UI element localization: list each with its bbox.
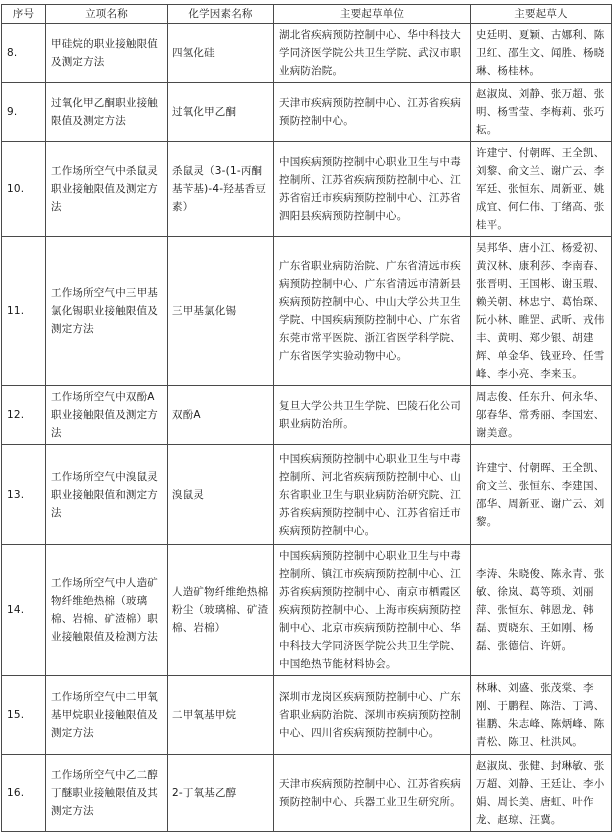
row-drafters: 周志俊、任东升、何永华、邬春华、常秀丽、李国宏、谢美意。 <box>471 386 612 445</box>
row-index: 16. <box>2 755 46 832</box>
row-project: 过氧化甲乙酮职业接触限值及测定方法 <box>46 83 168 142</box>
header-index: 序号 <box>2 5 46 24</box>
row-index: 13. <box>2 445 46 545</box>
row-units: 深圳市龙岗区疾病预防控制中心、广东省职业病防治院、深圳市疾病预防控制中心、四川省疾病预防控制中心。 <box>274 676 471 755</box>
row-drafters: 赵淑岚、张健、封琳敏、张万超、刘静、王廷让、李小娟、周长美、唐虹、叶作龙、赵琼、汪冀。 <box>471 755 612 832</box>
row-chemical: 人造矿物纤维绝热棉粉尘（玻璃棉、矿渣棉、岩棉） <box>168 545 274 676</box>
row-units: 广东省职业病防治院、广东省清远市疾病预防控制中心、广东省清远市清新县疾病预防控制中心、中山大学公共卫生学院、中国疾病预防控制中心、广东省东莞市常平医院、浙江省医学科学院、广东省医学实验动物中心。 <box>274 237 471 386</box>
row-drafters: 吴邦华、唐小江、杨爱初、黄汉林、康利莎、李南春、张晋明、王国彬、谢玉瑕、赖关朝、林忠宁、葛怡琛、阮小林、睢罡、武昕、戎伟丰、黄明、郑少银、胡建辉、单金华、钱亚玲、任雪峰、李小亮、李来玉。 <box>471 237 612 386</box>
row-units: 中国疾病预防控制中心职业卫生与中毒控制所、镇江市疾病预防控制中心、江苏省疾病预防控制中心、南京市栖霞区疾病预防控制中心、上海市疾病预防控制中心、北京市疾病预防控制中心、华中科技大学同济医学院公共卫生学院、中国绝热节能材料协会。 <box>274 545 471 676</box>
row-drafters: 史廷明、夏颖、古娜利、陈卫红、邵生文、闻胜、杨晓琳、杨桂林。 <box>471 24 612 83</box>
row-chemical: 溴鼠灵 <box>168 445 274 545</box>
row-index: 8. <box>2 24 46 83</box>
header-units: 主要起草单位 <box>274 5 471 24</box>
row-index: 15. <box>2 676 46 755</box>
row-drafters: 许建宁、付朝晖、王全凯、俞文兰、张恒东、李建国、邵华、周新亚、谢广云、刘黎。 <box>471 445 612 545</box>
row-units: 中国疾病预防控制中心职业卫生与中毒控制所、河北省疾病预防控制中心、山东省职业卫生与职业病防治研究院、江苏省疾病预防控制中心、江苏省宿迁市疾病预防控制中心。 <box>274 445 471 545</box>
row-drafters: 赵淑岚、刘静、张万超、张明、杨雪莹、李梅莉、张巧耘。 <box>471 83 612 142</box>
table-row <box>2 237 612 386</box>
row-units: 中国疾病预防控制中心职业卫生与中毒控制所、江苏省疾病预防控制中心、江苏省宿迁市疾病预防控制中心、江苏省泗阳县疾病预防控制中心。 <box>274 142 471 237</box>
header-drafters: 主要起草人 <box>471 5 612 24</box>
row-chemical: 2-丁氧基乙醇 <box>168 755 274 832</box>
row-index: 10. <box>2 142 46 237</box>
row-units: 复旦大学公共卫生学院、巴陵石化公司职业病防治所。 <box>274 386 471 445</box>
table-row <box>2 545 612 676</box>
table-row <box>2 83 612 142</box>
table-row <box>2 386 612 445</box>
row-chemical: 过氧化甲乙酮 <box>168 83 274 142</box>
row-project: 甲硅烷的职业接触限值及测定方法 <box>46 24 168 83</box>
table-row <box>2 676 612 755</box>
row-drafters: 林琳、刘盛、张茂棠、李刚、于鹏程、陈浩、丁鸿、崔鹏、朱志峰、陈炳峰、陈青松、陈卫、杜洪风。 <box>471 676 612 755</box>
table-row <box>2 142 612 237</box>
row-chemical: 二甲氧基甲烷 <box>168 676 274 755</box>
standards-table <box>1 4 612 832</box>
header-row <box>2 5 612 24</box>
row-units: 天津市疾病预防控制中心、江苏省疾病预防控制中心。 <box>274 83 471 142</box>
table-row <box>2 24 612 83</box>
header-chemical: 化学因素名称 <box>168 5 274 24</box>
row-project: 工作场所空气中二甲氧基甲烷职业接触限值及测定方法 <box>46 676 168 755</box>
table-row <box>2 445 612 545</box>
row-chemical: 双酚A <box>168 386 274 445</box>
row-drafters: 李涛、朱晓俊、陈永青、张敏、徐岚、葛等琐、刘丽萍、张恒东、韩恩龙、韩磊、贾晓东、王如刚、杨磊、张德信、许妍。 <box>471 545 612 676</box>
row-index: 12. <box>2 386 46 445</box>
row-units: 天津市疾病预防控制中心、江苏省疾病预防控制中心、兵器工业卫生研究所。 <box>274 755 471 832</box>
row-project: 工作场所空气中双酚A职业接触限值及测定方法 <box>46 386 168 445</box>
row-project: 工作场所空气中溴鼠灵职业接触限值和测定方法 <box>46 445 168 545</box>
row-project: 工作场所空气中三甲基氯化锡职业接触限值及测定方法 <box>46 237 168 386</box>
row-project: 工作场所空气中杀鼠灵职业接触限值及测定方法 <box>46 142 168 237</box>
row-index: 9. <box>2 83 46 142</box>
row-chemical: 三甲基氯化锡 <box>168 237 274 386</box>
row-chemical: 四氢化硅 <box>168 24 274 83</box>
header-project: 立项名称 <box>46 5 168 24</box>
row-index: 14. <box>2 545 46 676</box>
row-units: 湖北省疾病预防控制中心、华中科技大学同济医学院公共卫生学院、武汉市职业病防治院。 <box>274 24 471 83</box>
row-chemical: 杀鼠灵（3-(1-丙酮基苄基)-4-羟基香豆素） <box>168 142 274 237</box>
row-drafters: 许建宁、付朝晖、王全凯、刘黎、俞文兰、谢广云、李军廷、张恒东、周新亚、姚成宜、何仁伟、丁绪高、张桂平。 <box>471 142 612 237</box>
row-project: 工作场所空气中人造矿物纤维绝热棉（玻璃棉、岩棉、矿渣棉）职业接触限值及检测方法 <box>46 545 168 676</box>
table-row <box>2 755 612 832</box>
row-project: 工作场所空气中乙二醇丁醚职业接触限值及其测定方法 <box>46 755 168 832</box>
row-index: 11. <box>2 237 46 386</box>
